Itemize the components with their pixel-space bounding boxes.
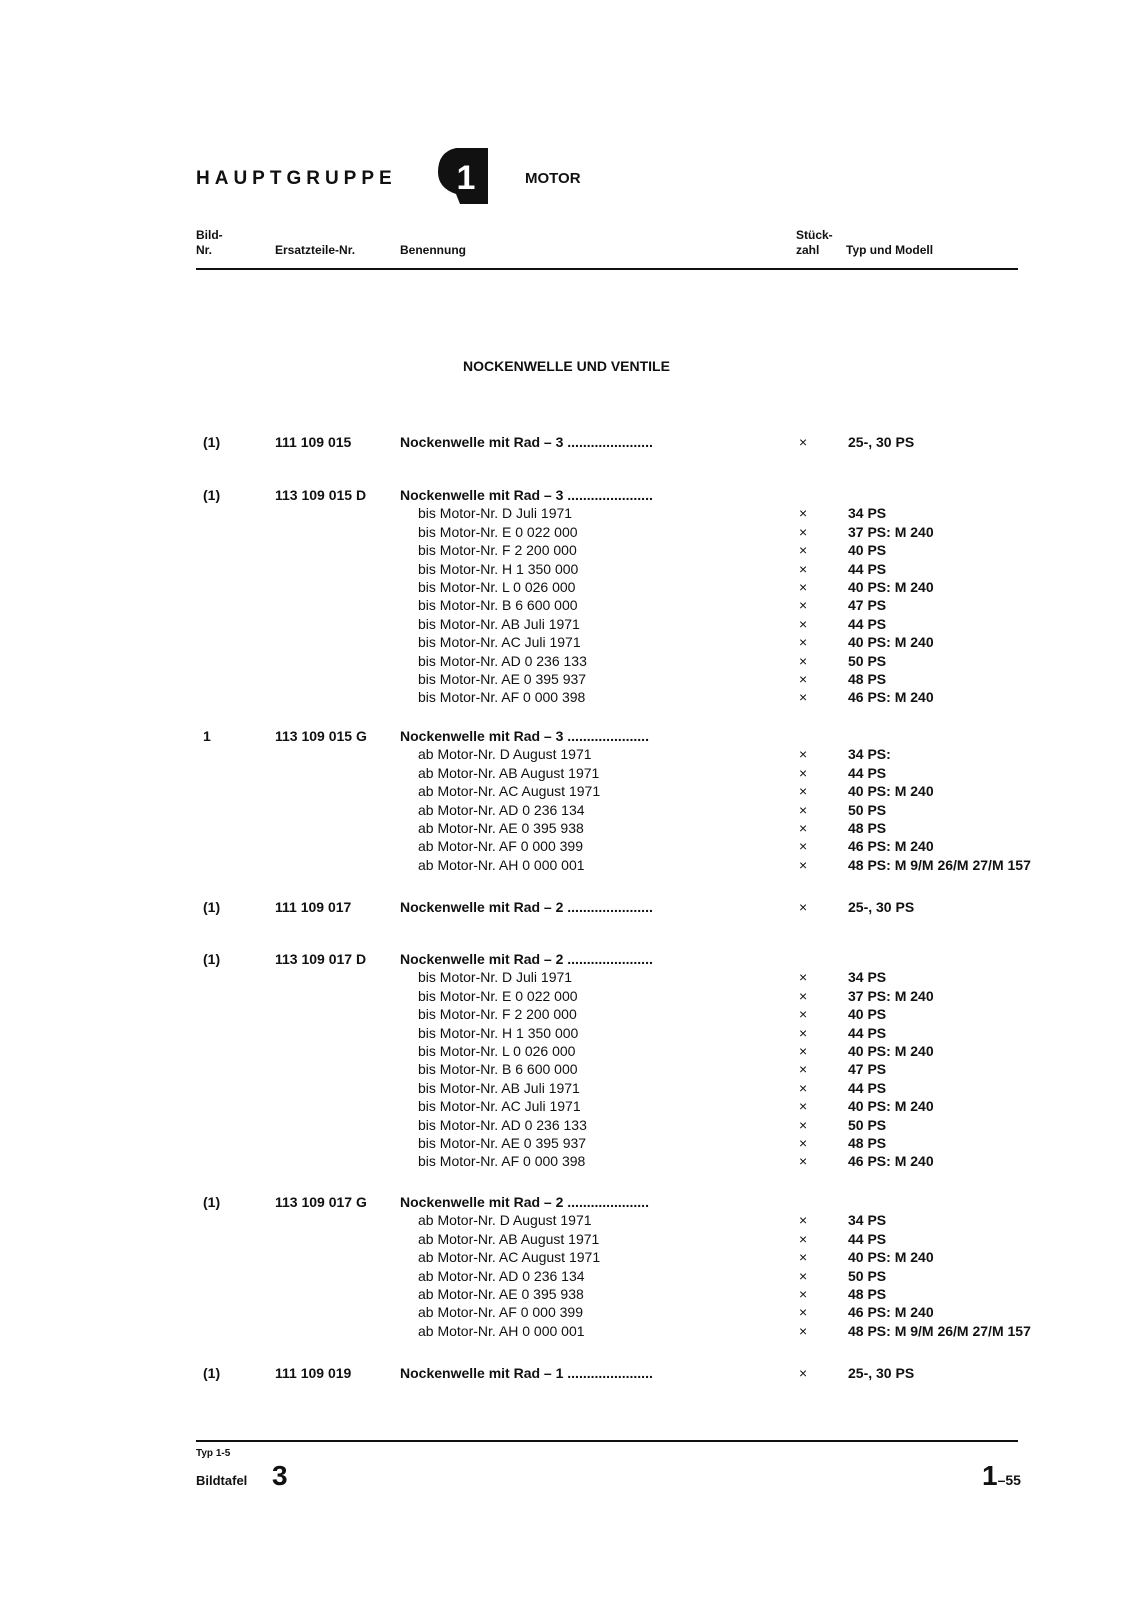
- sub-row: [0, 1117, 1133, 1135]
- sub-row: [0, 838, 1133, 856]
- engine-range: bis Motor-Nr. AD 0 236 133: [418, 652, 587, 669]
- figure-ref: (1): [203, 899, 221, 915]
- sub-row: [0, 653, 1133, 671]
- part-number: 111 109 017: [275, 899, 352, 915]
- part-entry: [0, 434, 1133, 452]
- engine-range: ab Motor-Nr. AD 0 236 134: [418, 801, 585, 818]
- type-model: 48 PS: M 9/M 26/M 27/M 157: [848, 856, 1031, 873]
- footer-tafel-label: Bildtafel: [196, 1473, 248, 1488]
- type-model: 44 PS: [848, 560, 887, 577]
- quantity-mark: ×: [799, 1285, 808, 1302]
- part-entry: [0, 1365, 1133, 1383]
- sub-row: [0, 1231, 1133, 1249]
- type-model: 40 PS: [848, 542, 887, 559]
- sub-row: [0, 505, 1133, 523]
- quantity-mark: ×: [799, 1249, 808, 1266]
- sub-row: [0, 542, 1133, 560]
- type-model: 44 PS: [848, 1024, 887, 1041]
- part-entry: [0, 728, 1133, 875]
- engine-range: ab Motor-Nr. AE 0 395 938: [418, 819, 584, 836]
- part-name: Nockenwelle mit Rad – 3 ......................: [400, 487, 653, 503]
- col-qty-line1: Stück-: [796, 228, 833, 242]
- type-model: 40 PS: M 240: [848, 578, 934, 595]
- type-model: 48 PS: [848, 819, 887, 836]
- type-model: 37 PS: M 240: [848, 987, 934, 1004]
- engine-range: bis Motor-Nr. L 0 026 000: [418, 1042, 576, 1059]
- quantity-mark: ×: [799, 615, 808, 632]
- type-model: 40 PS: [848, 1006, 887, 1023]
- section-title: NOCKENWELLE UND VENTILE: [463, 358, 670, 374]
- type-model: 40 PS: M 240: [848, 634, 934, 651]
- type-model: 44 PS: [848, 1230, 887, 1247]
- quantity-mark: ×: [799, 899, 808, 915]
- quantity-mark: ×: [799, 801, 808, 818]
- sub-row: [0, 1212, 1133, 1230]
- part-entry: [0, 487, 1133, 708]
- engine-range: bis Motor-Nr. AD 0 236 133: [418, 1116, 587, 1133]
- type-model: 46 PS: M 240: [848, 1304, 934, 1321]
- type-model: 48 PS: [848, 670, 887, 687]
- sub-row: [0, 671, 1133, 689]
- type-model: 25-, 30 PS: [848, 1365, 915, 1381]
- sub-row: [0, 1286, 1133, 1304]
- part-name: Nockenwelle mit Rad – 2 ......................: [400, 899, 653, 915]
- col-bild-line1: Bild-: [196, 228, 223, 242]
- sub-row: [0, 689, 1133, 707]
- engine-range: ab Motor-Nr. AF 0 000 399: [418, 1304, 583, 1321]
- footer-rule: [196, 1440, 1018, 1442]
- engine-range: ab Motor-Nr. AD 0 236 134: [418, 1267, 585, 1284]
- quantity-mark: ×: [799, 1006, 808, 1023]
- page-number: [982, 1460, 1021, 1492]
- type-model: 50 PS: [848, 801, 887, 818]
- engine-range: bis Motor-Nr. AC Juli 1971: [418, 634, 581, 651]
- col-qty-header: [796, 228, 833, 258]
- engine-range: ab Motor-Nr. AC August 1971: [418, 1249, 601, 1266]
- part-row: [0, 487, 1133, 505]
- type-model: 50 PS: [848, 1267, 887, 1284]
- engine-range: bis Motor-Nr. F 2 200 000: [418, 1006, 577, 1023]
- part-entry: [0, 899, 1133, 917]
- quantity-mark: ×: [799, 1024, 808, 1041]
- quantity-mark: ×: [799, 542, 808, 559]
- engine-range: ab Motor-Nr. AB August 1971: [418, 764, 600, 781]
- type-model: 25-, 30 PS: [848, 434, 915, 450]
- part-row: [0, 1365, 1133, 1383]
- quantity-mark: ×: [799, 1153, 808, 1170]
- quantity-mark: ×: [799, 1134, 808, 1151]
- figure-ref: (1): [203, 1365, 221, 1381]
- type-model: 34 PS:: [848, 746, 891, 763]
- quantity-mark: ×: [799, 1098, 808, 1115]
- quantity-mark: ×: [799, 969, 808, 986]
- col-bild-line2: Nr.: [196, 243, 213, 257]
- quantity-mark: ×: [799, 764, 808, 781]
- quantity-mark: ×: [799, 1061, 808, 1078]
- quantity-mark: ×: [799, 1304, 808, 1321]
- page-number-minor: –55: [997, 1472, 1021, 1488]
- quantity-mark: ×: [799, 1365, 808, 1381]
- sub-row: [0, 1006, 1133, 1024]
- sub-row: [0, 1268, 1133, 1286]
- group-label: HAUPTGRUPPE: [196, 168, 397, 189]
- engine-range: ab Motor-Nr. AB August 1971: [418, 1230, 600, 1247]
- quantity-mark: ×: [799, 597, 808, 614]
- type-model: 48 PS: [848, 1134, 887, 1151]
- quantity-mark: ×: [799, 634, 808, 651]
- sub-row: [0, 820, 1133, 838]
- engine-range: bis Motor-Nr. AE 0 395 937: [418, 1134, 587, 1151]
- figure-ref: (1): [203, 951, 221, 967]
- sub-row: [0, 1304, 1133, 1322]
- sub-row: [0, 1135, 1133, 1153]
- sub-row: [0, 1098, 1133, 1116]
- sub-row: [0, 524, 1133, 542]
- type-model: 40 PS: M 240: [848, 1042, 934, 1059]
- header-rule: [196, 268, 1018, 270]
- engine-range: bis Motor-Nr. L 0 026 000: [418, 578, 576, 595]
- quantity-mark: ×: [799, 1267, 808, 1284]
- type-model: 50 PS: [848, 652, 887, 669]
- engine-range: ab Motor-Nr. AE 0 395 938: [418, 1285, 584, 1302]
- quantity-mark: ×: [799, 670, 808, 687]
- col-type-header: Typ und Modell: [846, 243, 934, 257]
- type-model: 48 PS: [848, 1285, 887, 1302]
- part-row: [0, 434, 1133, 452]
- engine-range: bis Motor-Nr. E 0 022 000: [418, 987, 578, 1004]
- sub-row: [0, 1080, 1133, 1098]
- col-qty-line2: zahl: [796, 243, 820, 257]
- engine-range: bis Motor-Nr. AE 0 395 937: [418, 670, 587, 687]
- quantity-mark: ×: [799, 1079, 808, 1096]
- engine-range: ab Motor-Nr. AC August 1971: [418, 783, 601, 800]
- quantity-mark: ×: [799, 838, 808, 855]
- sub-row: [0, 765, 1133, 783]
- engine-range: bis Motor-Nr. AB Juli 1971: [418, 615, 580, 632]
- type-model: 34 PS: [848, 1212, 887, 1229]
- sub-row: [0, 1043, 1133, 1061]
- footer-tafel-number: 3: [272, 1460, 288, 1491]
- col-bild-header: [196, 228, 223, 258]
- engine-range: bis Motor-Nr. F 2 200 000: [418, 542, 577, 559]
- quantity-mark: ×: [799, 1042, 808, 1059]
- type-model: 44 PS: [848, 615, 887, 632]
- page-number-major: 1: [982, 1460, 998, 1491]
- sub-row: [0, 1249, 1133, 1267]
- quantity-mark: ×: [799, 1322, 808, 1339]
- type-model: 37 PS: M 240: [848, 523, 934, 540]
- type-model: 46 PS: M 240: [848, 838, 934, 855]
- group-number-badge: [436, 146, 490, 206]
- part-entry: [0, 951, 1133, 1172]
- engine-range: ab Motor-Nr. AH 0 000 001: [418, 1322, 585, 1339]
- quantity-mark: ×: [799, 689, 808, 706]
- sub-row: [0, 969, 1133, 987]
- sub-row: [0, 746, 1133, 764]
- type-model: 34 PS: [848, 505, 887, 522]
- type-model: 46 PS: M 240: [848, 689, 934, 706]
- engine-range: bis Motor-Nr. AF 0 000 398: [418, 689, 586, 706]
- quantity-mark: ×: [799, 560, 808, 577]
- engine-range: ab Motor-Nr. D August 1971: [418, 1212, 592, 1229]
- sub-row: [0, 634, 1133, 652]
- sub-row: [0, 802, 1133, 820]
- engine-range: bis Motor-Nr. E 0 022 000: [418, 523, 578, 540]
- figure-ref: (1): [203, 434, 221, 450]
- col-name-header: Benennung: [400, 243, 466, 257]
- quantity-mark: ×: [799, 1116, 808, 1133]
- sub-row: [0, 616, 1133, 634]
- type-model: 47 PS: [848, 1061, 887, 1078]
- type-model: 44 PS: [848, 764, 887, 781]
- sub-row: [0, 783, 1133, 801]
- type-model: 40 PS: M 240: [848, 783, 934, 800]
- quantity-mark: ×: [799, 819, 808, 836]
- sub-row: [0, 857, 1133, 875]
- engine-range: ab Motor-Nr. AH 0 000 001: [418, 856, 585, 873]
- sub-row: [0, 1025, 1133, 1043]
- quantity-mark: ×: [799, 578, 808, 595]
- part-number: 111 109 015: [275, 434, 352, 450]
- sub-row: [0, 1153, 1133, 1171]
- quantity-mark: ×: [799, 856, 808, 873]
- type-model: 50 PS: [848, 1116, 887, 1133]
- group-badge-shape: [436, 146, 490, 206]
- part-entry: [0, 1194, 1133, 1341]
- engine-range: bis Motor-Nr. D Juli 1971: [418, 969, 573, 986]
- part-row: [0, 951, 1133, 969]
- quantity-mark: ×: [799, 1230, 808, 1247]
- quantity-mark: ×: [799, 434, 808, 450]
- engine-range: bis Motor-Nr. AB Juli 1971: [418, 1079, 580, 1096]
- sub-row: [0, 561, 1133, 579]
- part-row: [0, 899, 1133, 917]
- sub-row: [0, 597, 1133, 615]
- sub-row: [0, 579, 1133, 597]
- part-number: 111 109 019: [275, 1365, 352, 1381]
- quantity-mark: ×: [799, 652, 808, 669]
- sub-row: [0, 1323, 1133, 1341]
- engine-range: bis Motor-Nr. AF 0 000 398: [418, 1153, 586, 1170]
- type-model: 46 PS: M 240: [848, 1153, 934, 1170]
- engine-range: bis Motor-Nr. D Juli 1971: [418, 505, 573, 522]
- figure-ref: (1): [203, 487, 221, 503]
- part-name: Nockenwelle mit Rad – 2 ......................: [400, 951, 653, 967]
- group-name: MOTOR: [525, 170, 581, 187]
- type-model: 34 PS: [848, 969, 887, 986]
- part-number: 113 109 017 G: [275, 1194, 367, 1210]
- part-row: [0, 1194, 1133, 1212]
- type-model: 44 PS: [848, 1079, 887, 1096]
- part-number: 113 109 017 D: [275, 951, 367, 967]
- footer-typ: Typ 1-5: [196, 1448, 231, 1459]
- part-row: [0, 728, 1133, 746]
- sub-row: [0, 1061, 1133, 1079]
- engine-range: bis Motor-Nr. B 6 600 000: [418, 597, 578, 614]
- part-name: Nockenwelle mit Rad – 1 ......................: [400, 1365, 653, 1381]
- engine-range: ab Motor-Nr. AF 0 000 399: [418, 838, 583, 855]
- group-number: 1: [456, 159, 476, 197]
- type-model: 48 PS: M 9/M 26/M 27/M 157: [848, 1322, 1031, 1339]
- type-model: 47 PS: [848, 597, 887, 614]
- part-number: 113 109 015 G: [275, 728, 367, 744]
- engine-range: ab Motor-Nr. D August 1971: [418, 746, 592, 763]
- part-number: 113 109 015 D: [275, 487, 367, 503]
- engine-range: bis Motor-Nr. B 6 600 000: [418, 1061, 578, 1078]
- part-name: Nockenwelle mit Rad – 3 .....................: [400, 728, 649, 744]
- quantity-mark: ×: [799, 523, 808, 540]
- type-model: 40 PS: M 240: [848, 1098, 934, 1115]
- quantity-mark: ×: [799, 505, 808, 522]
- part-name: Nockenwelle mit Rad – 2 .....................: [400, 1194, 649, 1210]
- quantity-mark: ×: [799, 746, 808, 763]
- quantity-mark: ×: [799, 987, 808, 1004]
- quantity-mark: ×: [799, 783, 808, 800]
- engine-range: bis Motor-Nr. H 1 350 000: [418, 1024, 579, 1041]
- part-name: Nockenwelle mit Rad – 3 ......................: [400, 434, 653, 450]
- type-model: 25-, 30 PS: [848, 899, 915, 915]
- quantity-mark: ×: [799, 1212, 808, 1229]
- engine-range: bis Motor-Nr. H 1 350 000: [418, 560, 579, 577]
- type-model: 40 PS: M 240: [848, 1249, 934, 1266]
- figure-ref: 1: [203, 728, 211, 744]
- col-partno-header: Ersatzteile-Nr.: [275, 243, 356, 257]
- sub-row: [0, 988, 1133, 1006]
- figure-ref: (1): [203, 1194, 221, 1210]
- engine-range: bis Motor-Nr. AC Juli 1971: [418, 1098, 581, 1115]
